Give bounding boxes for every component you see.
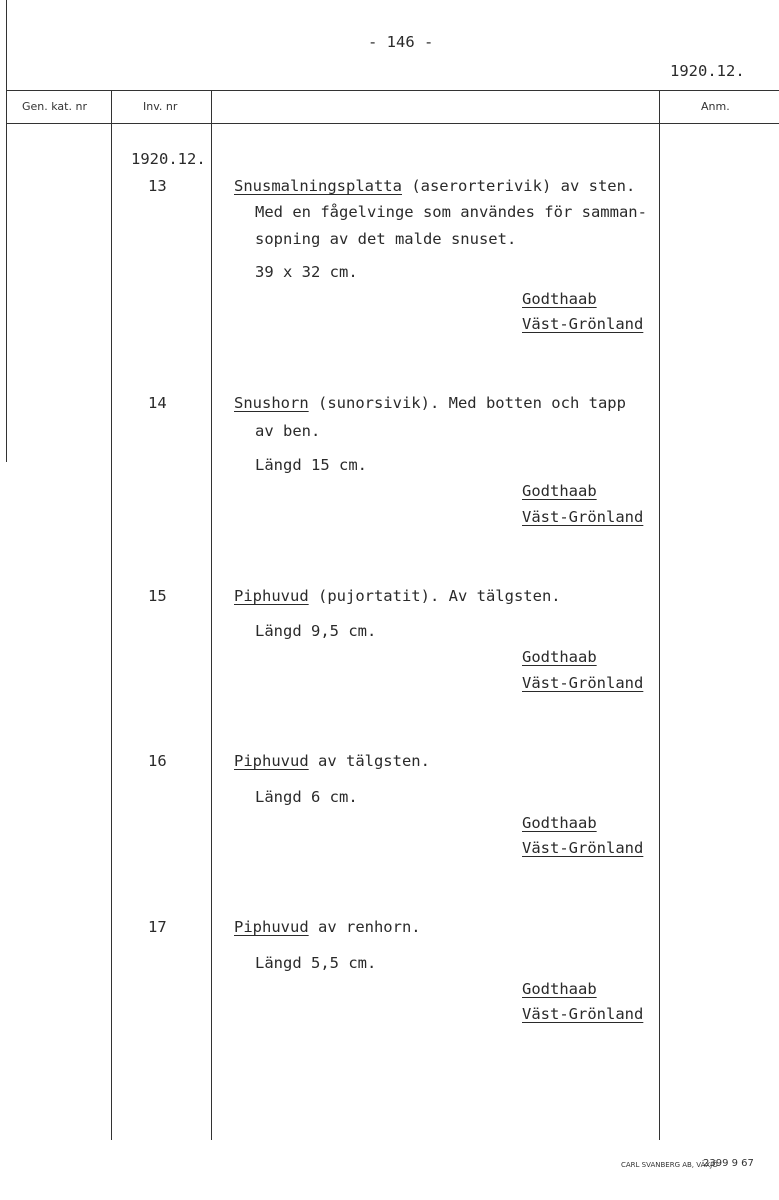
header-bottom-rule: [6, 123, 779, 124]
measurement: 39 x 32 cm.: [255, 263, 358, 281]
column-header-gen-kat-nr: Gen. kat. nr: [22, 100, 87, 113]
region-name: Väst-Grönland: [522, 315, 644, 333]
inv-number: 15: [148, 587, 167, 605]
measurement: Längd 9,5 cm.: [255, 622, 377, 640]
header-date: 1920.12.: [670, 62, 745, 80]
object-term: Snushorn: [234, 394, 309, 412]
header-top-rule: [6, 90, 779, 91]
place-name: Godthaab: [522, 482, 597, 500]
entry-title-line: [234, 394, 626, 412]
entry-title-line: [234, 177, 635, 195]
inv-number: 13: [148, 177, 167, 195]
object-term: Piphuvud: [234, 587, 309, 605]
column-header-anm: Anm.: [701, 100, 730, 113]
object-description: (pujortatit). Av tälgsten.: [308, 587, 561, 605]
entry-title-line: [234, 752, 430, 770]
region-name: Väst-Grönland: [522, 839, 644, 857]
form-code: 2399 9 67: [703, 1158, 754, 1169]
description-line: Med en fågelvinge som användes för samman-: [255, 203, 647, 221]
place-name: Godthaab: [522, 980, 597, 998]
entry-title-line: [234, 587, 561, 605]
printer-imprint: CARL SVANBERG AB, VÄXJÖ: [621, 1161, 718, 1169]
place-name: Godthaab: [522, 814, 597, 832]
column-divider-desc: [211, 90, 212, 1140]
entry-title-line: [234, 918, 421, 936]
place-name: Godthaab: [522, 648, 597, 666]
object-description: av renhorn.: [308, 918, 421, 936]
region-name: Väst-Grönland: [522, 508, 644, 526]
measurement: Längd 15 cm.: [255, 456, 367, 474]
object-term: Piphuvud: [234, 752, 309, 770]
object-description: (sunorsivik). Med botten och tapp: [308, 394, 626, 412]
page-number: - 146 -: [368, 33, 434, 51]
place-name: Godthaab: [522, 290, 597, 308]
description-line: av ben.: [255, 422, 321, 440]
object-term: Piphuvud: [234, 918, 309, 936]
column-header-inv-nr: Inv. nr: [143, 100, 178, 113]
column-divider-anm: [659, 90, 660, 1140]
measurement: Längd 6 cm.: [255, 788, 358, 806]
inv-number: 17: [148, 918, 167, 936]
object-description: (aserorterivik) av sten.: [401, 177, 636, 195]
column-divider-inv: [111, 90, 112, 1140]
group-date: 1920.12.: [131, 150, 206, 168]
region-name: Väst-Grönland: [522, 1005, 644, 1023]
region-name: Väst-Grönland: [522, 674, 644, 692]
measurement: Längd 5,5 cm.: [255, 954, 377, 972]
object-description: av tälgsten.: [308, 752, 430, 770]
inv-number: 16: [148, 752, 167, 770]
left-margin-line: [6, 0, 7, 462]
description-line: sopning av det malde snuset.: [255, 230, 517, 248]
object-term: Snusmalningsplatta: [234, 177, 402, 195]
inv-number: 14: [148, 394, 167, 412]
